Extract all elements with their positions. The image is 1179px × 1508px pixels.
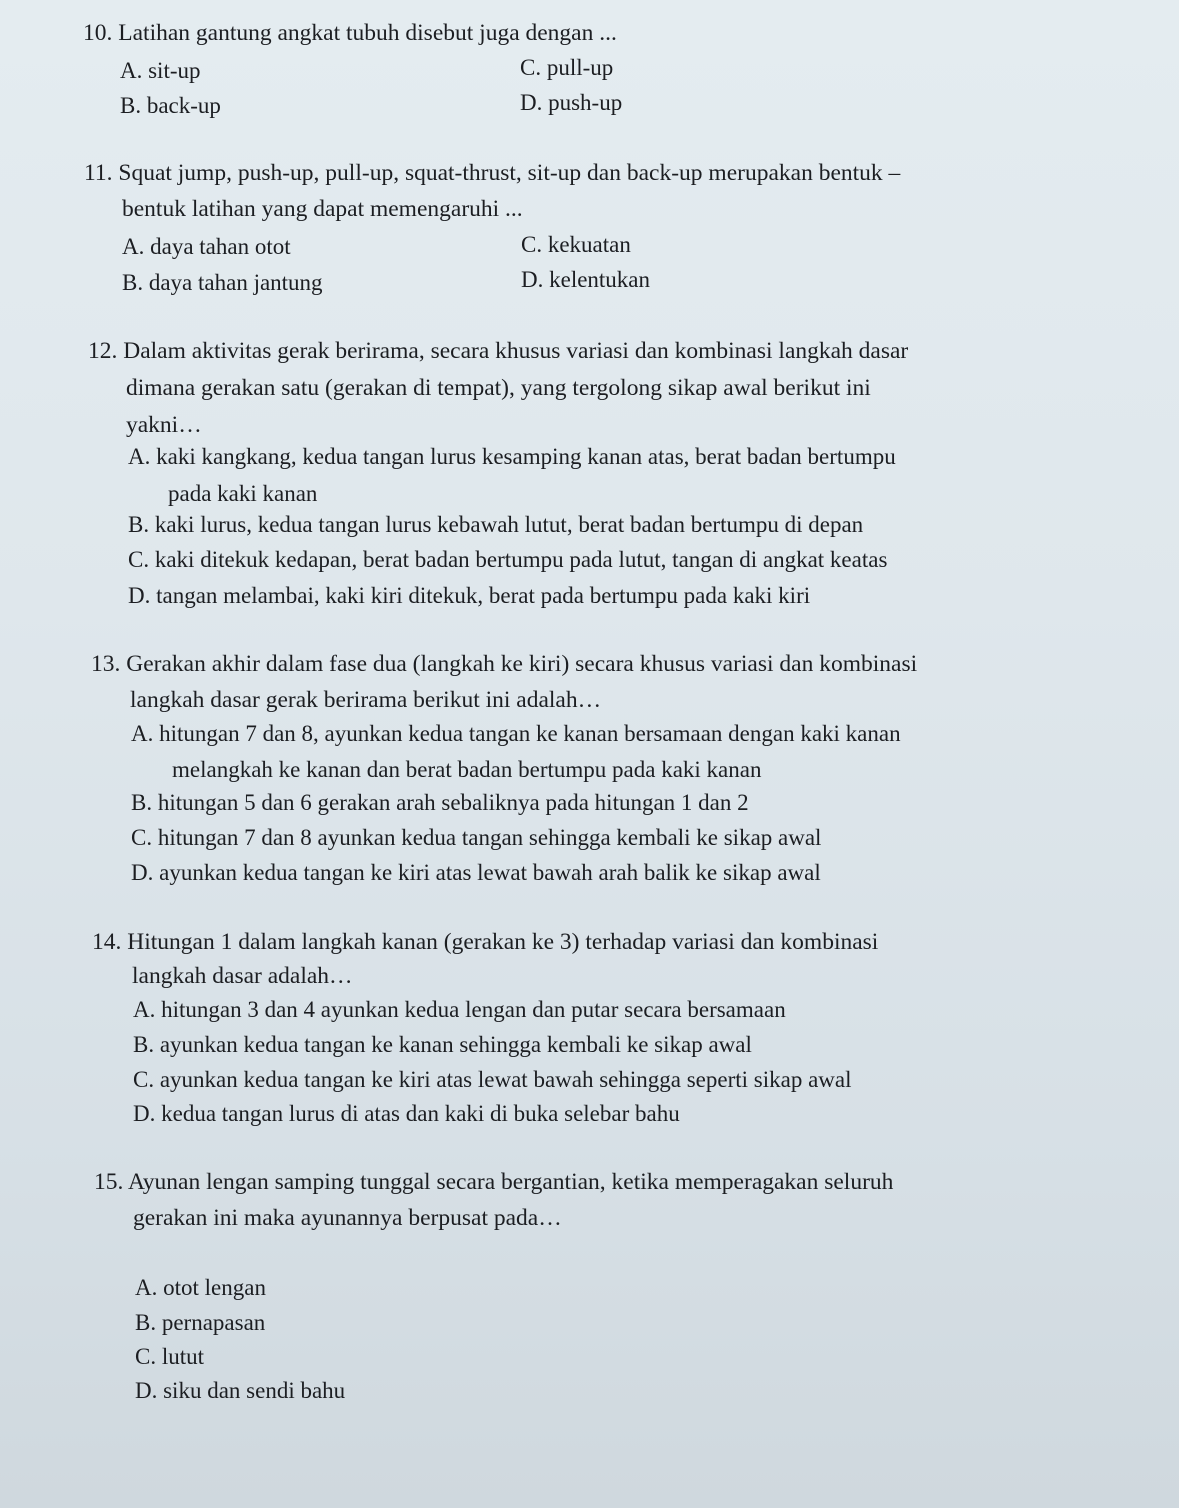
question-14-option-a: A. hitungan 3 dan 4 ayunkan kedua lengan dan putar secara bersamaan	[133, 997, 786, 1022]
question-11-option-b: B. daya tahan jantung	[122, 270, 323, 295]
question-11-option-a: A. daya tahan otot	[122, 234, 291, 259]
question-10-option-b: B. back-up	[120, 93, 221, 118]
question-11-stem-line-1: 11. Squat jump, push-up, pull-up, squat-thrust, sit-up dan back-up merupakan bentuk –	[84, 160, 901, 186]
question-10-option-a: A. sit-up	[120, 58, 201, 83]
question-13-stem-line-2: langkah dasar gerak berirama berikut ini adalah…	[130, 687, 602, 713]
question-12-stem-line-2: dimana gerakan satu (gerakan di tempat), yang tergolong sikap awal berikut ini	[126, 375, 871, 401]
question-12-option-c: C. kaki ditekuk kedapan, berat badan bertumpu pada lutut, tangan di angkat keatas	[128, 547, 888, 572]
question-13-option-c: C. hitungan 7 dan 8 ayunkan kedua tangan sehingga kembali ke sikap awal	[131, 825, 822, 850]
question-13-option-d: D. ayunkan kedua tangan ke kiri atas lewat bawah arah balik ke sikap awal	[131, 860, 821, 885]
question-14-stem-line-1: 14. Hitungan 1 dalam langkah kanan (gerakan ke 3) terhadap variasi dan kombinasi	[92, 929, 879, 955]
question-13-option-b: B. hitungan 5 dan 6 gerakan arah sebaliknya pada hitungan 1 dan 2	[131, 790, 749, 815]
question-14-option-d: D. kedua tangan lurus di atas dan kaki di buka selebar bahu	[133, 1101, 680, 1126]
question-15-stem-line-2: gerakan ini maka ayunannya berpusat pada…	[133, 1205, 562, 1231]
question-11-stem-line-2: bentuk latihan yang dapat memengaruhi ...	[122, 196, 523, 222]
question-13-option-a-continued: melangkah ke kanan dan berat badan bertumpu pada kaki kanan	[172, 757, 762, 782]
question-14-option-c: C. ayunkan kedua tangan ke kiri atas lewat bawah sehingga seperti sikap awal	[133, 1067, 852, 1092]
question-12-option-a: A. kaki kangkang, kedua tangan lurus kesamping kanan atas, berat badan bertumpu	[128, 444, 896, 469]
question-12-stem-line-3: yakni…	[126, 412, 202, 438]
question-15-option-a: A. otot lengan	[135, 1275, 266, 1300]
question-11-option-c: C. kekuatan	[521, 232, 631, 257]
question-12-option-d: D. tangan melambai, kaki kiri ditekuk, berat pada bertumpu pada kaki kiri	[128, 583, 811, 608]
question-11-option-d: D. kelentukan	[521, 267, 651, 292]
question-15-option-b: B. pernapasan	[135, 1310, 266, 1335]
question-12-stem-line-1: 12. Dalam aktivitas gerak berirama, secara khusus variasi dan kombinasi langkah dasar	[88, 338, 909, 364]
question-14-option-b: B. ayunkan kedua tangan ke kanan sehingga kembali ke sikap awal	[133, 1032, 752, 1057]
question-12-option-a-continued: pada kaki kanan	[168, 481, 318, 506]
question-12-option-b: B. kaki lurus, kedua tangan lurus kebawah lutut, berat badan bertumpu di depan	[128, 512, 864, 537]
question-10-option-c: C. pull-up	[520, 55, 614, 80]
question-10-stem: 10. Latihan gantung angkat tubuh disebut juga dengan ...	[83, 20, 617, 46]
question-15-stem-line-1: 15. Ayunan lengan samping tunggal secara bergantian, ketika memperagakan seluruh	[94, 1169, 894, 1195]
question-10-option-d: D. push-up	[520, 90, 623, 115]
question-14-stem-line-2: langkah dasar adalah…	[132, 963, 353, 989]
question-15-option-d: D. siku dan sendi bahu	[135, 1378, 346, 1403]
question-15-option-c: C. lutut	[135, 1344, 205, 1369]
question-13-option-a: A. hitungan 7 dan 8, ayunkan kedua tangan ke kanan bersamaan dengan kaki kanan	[131, 721, 901, 746]
question-13-stem-line-1: 13. Gerakan akhir dalam fase dua (langkah ke kiri) secara khusus variasi dan kombinasi	[91, 651, 918, 677]
